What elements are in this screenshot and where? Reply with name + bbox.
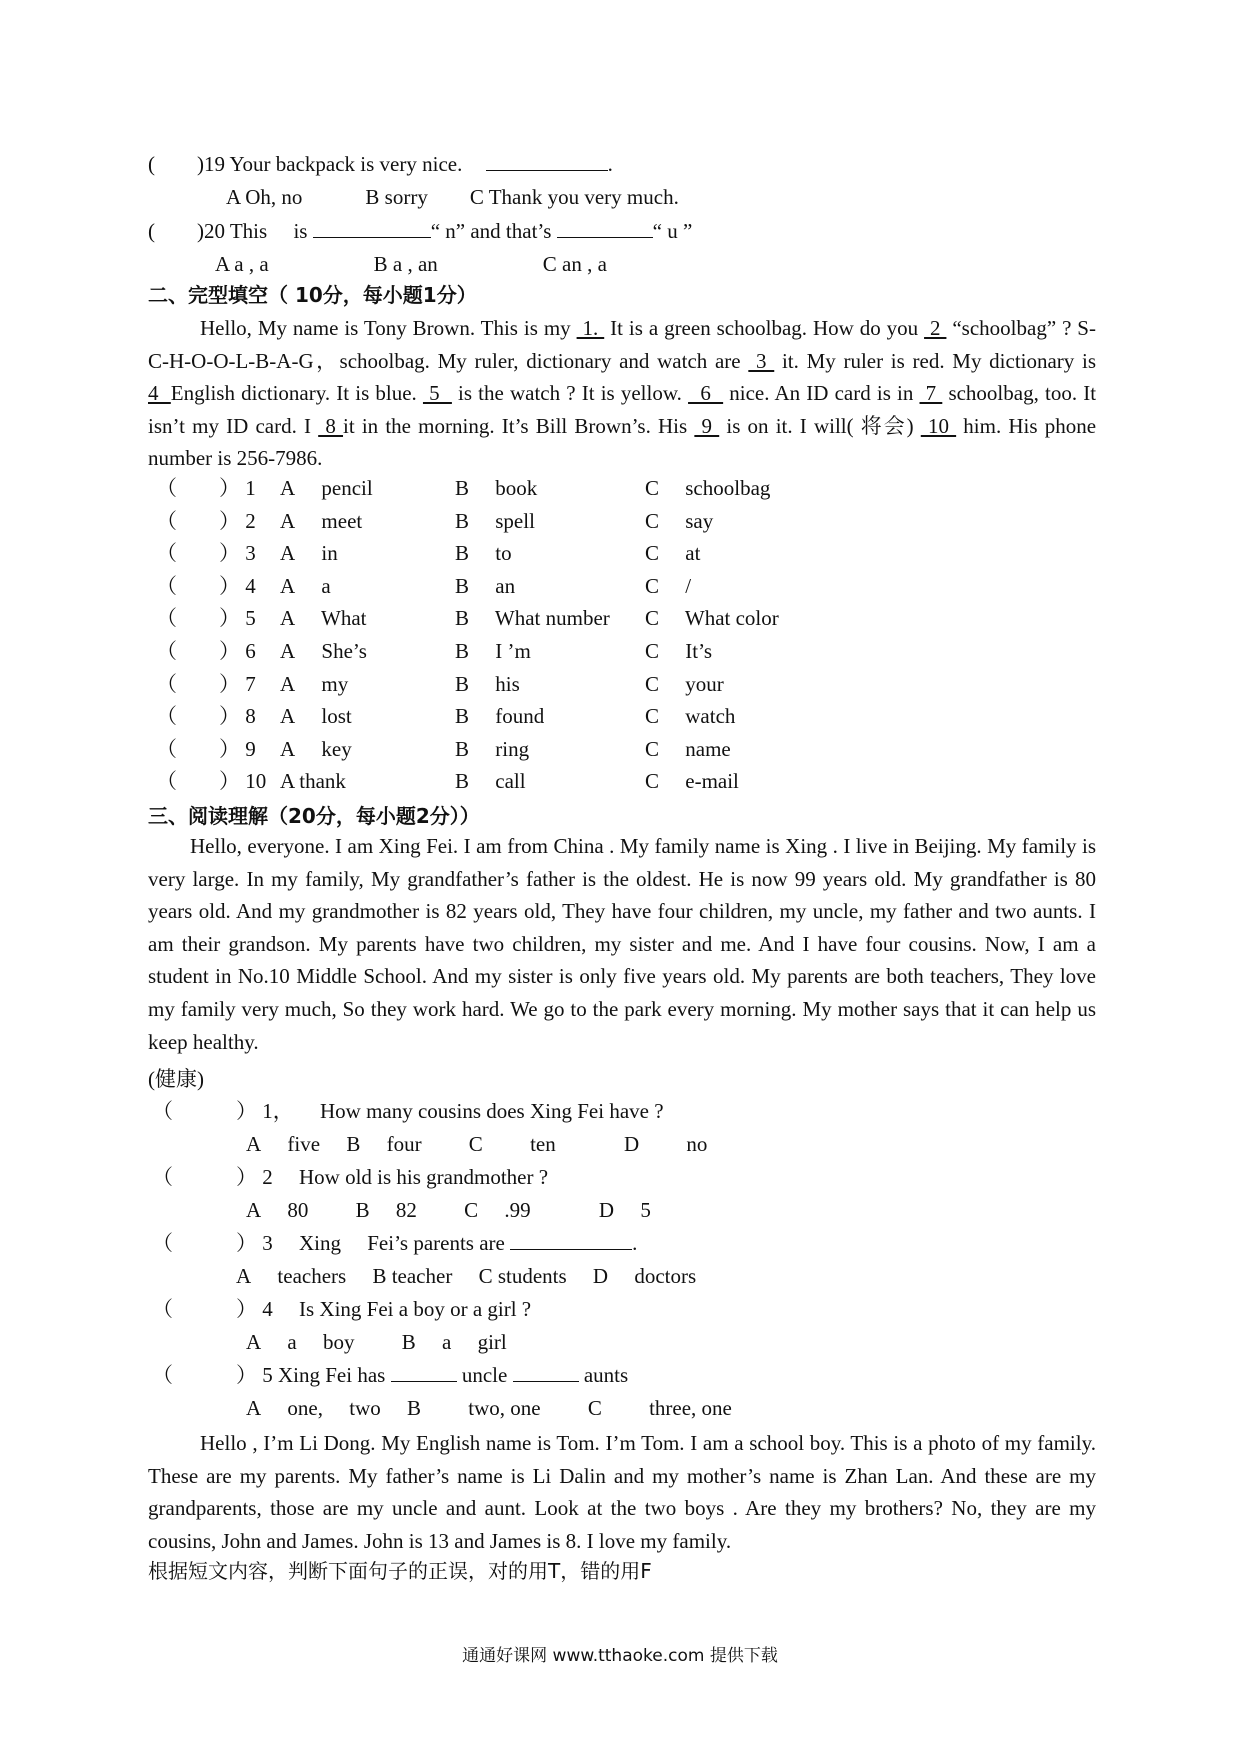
cloze-text: Hello, My name is Tony Brown. This is my [200,316,577,340]
reading-q5-options: A one, two B two, one C three, one [246,1396,732,1420]
cloze-question-number: （ ） 1 [156,476,256,500]
cloze-blank[interactable]: 7 [919,381,943,406]
option-a[interactable]: A lost [280,704,352,729]
cloze-text: him. His phone number is 256-7986. [148,413,1097,471]
option-c[interactable]: C say [645,508,714,533]
reading-q2-options: A 80 B 82 C .99 D 5 [246,1198,651,1222]
cloze-text: English dictionary. It is blue. [170,381,423,406]
cloze-question-number: （ ） 4 [156,573,256,598]
option-c[interactable]: C / [645,573,692,598]
option-a[interactable]: A in [280,541,338,566]
cloze-text: is on it. I will( 将会) [719,413,921,438]
answer-blank[interactable] [486,152,608,171]
option-a[interactable]: A key [280,736,352,761]
option-c[interactable]: C What color [645,606,779,631]
option-b[interactable]: B What number [455,606,610,631]
cloze-blank[interactable]: 1. [576,316,605,340]
cloze-text: It is a green schoolbag. How do you [604,316,925,340]
answer-blank[interactable] [313,219,431,238]
option-c[interactable]: C at [645,541,701,566]
section3-heading: 三、阅读理解（20分，每小题2分）） [148,804,480,828]
true-false-instruction: 根据短文内容，判断下面句子的正误，对的用T，错的用F [148,1559,652,1583]
vocab-note: (健康) [148,1067,204,1091]
answer-blank[interactable] [391,1363,457,1382]
q20-text-1: ( )20 This is [148,219,308,243]
cloze-question-number: （ ） 3 [156,541,256,566]
reading-q1-options: A five B four C ten D no [246,1132,708,1156]
q19-text: ( )19 Your backpack is very nice. [148,152,463,176]
cloze-question-number: （ ） 10 [156,769,267,794]
cloze-question-number: （ ） 9 [156,736,256,761]
option-b[interactable]: B I ’m [455,639,531,663]
reading-passage-1 [148,830,1096,1058]
q20-options: A a , a B a , an C an , a [215,252,607,276]
answer-blank[interactable] [513,1363,579,1382]
option-c[interactable]: C name [645,736,731,761]
option-b[interactable]: B call [455,769,526,794]
option-a[interactable]: A my [280,671,349,696]
cloze-blank[interactable]: 8 [318,413,344,438]
option-a[interactable]: A thank [280,769,346,794]
cloze-question-number: （ ） 7 [156,671,256,696]
cloze-blank[interactable]: 10 [920,413,957,438]
reading-q5 [152,1362,628,1388]
cloze-text: “schoolbag” ? S-C-H-O-O-L-B-A-G，schoolbag. My ruler, dictionary and watch are [148,316,1096,373]
option-c[interactable]: C e-mail [645,769,739,794]
option-b[interactable]: B found [455,704,545,729]
answer-blank[interactable] [557,219,653,238]
option-c[interactable]: C watch [645,704,736,729]
option-b[interactable]: B book [455,476,538,500]
option-b[interactable]: B his [455,671,520,696]
cloze-text: schoolbag, too. It isn’t my ID card. I [148,381,1097,438]
q19-end: . [607,152,613,176]
reading-q4-options: A a boy B a girl [246,1330,507,1354]
cloze-text: it. My ruler is red. My dictionary is [774,348,1097,373]
reading-q3 [152,1230,637,1256]
cloze-blank[interactable]: 5 [422,381,452,406]
cloze-blank[interactable]: 4 [148,381,171,406]
q19-stem [148,151,613,177]
reading-q3-end: . [632,1231,638,1255]
page-footer: 通通好课网 www.tthaoke.com 提供下载 [462,1646,778,1666]
cloze-blank[interactable]: 3 [748,348,775,373]
option-b[interactable]: B ring [455,736,530,761]
cloze-question-number: （ ） 8 [156,704,256,729]
option-c[interactable]: C your [645,671,724,696]
reading-q5-end: aunts [583,1363,629,1387]
cloze-question-number: （ ） 5 [156,606,256,631]
section2-heading: 二、完型填空（ 10分，每小题1分） [148,283,477,307]
q20-text-3: “ u ” [652,219,693,243]
option-a[interactable]: A a [280,573,331,598]
option-b[interactable]: B to [455,541,512,566]
q20-text-2: “ n” and that’s [430,219,552,243]
reading-q3-options: A teachers B teacher C students D doctors [236,1264,697,1288]
reading-q5-text: （ ） 5 Xing Fei has [152,1363,386,1387]
option-b[interactable]: B spell [455,508,535,533]
reading-q5-mid: uncle [461,1363,508,1387]
cloze-question-number: （ ） 2 [156,508,256,533]
reading-q1: （ ） 1， How many cousins does Xing Fei have ? [152,1099,664,1123]
cloze-text: nice. An ID card is in [723,381,920,406]
option-c[interactable]: C schoolbag [645,476,771,500]
cloze-question-number: （ ） 6 [156,639,256,663]
answer-blank[interactable] [510,1231,632,1250]
q19-options: A Oh, no B sorry C Thank you very much. [226,185,679,209]
option-b[interactable]: B an [455,573,516,598]
reading-passage-2 [148,1427,1096,1557]
cloze-blank[interactable]: 9 [694,413,720,438]
reading-passage-1-text: Hello, everyone. I am Xing Fei. I am from China . My family name is Xing . I live in Beijing. My family is very large. In my family, My grandfather’s father is the oldest. He is now 99 years old. My grandfather is 80 years old. And my grandmother is 82 years old, They have four children, my uncle, my father and two aunts. I am their grandson. My parents have two children, my sister and me. And I have four cousins. Now, I am a student in No.10 Middle School. And my sister is only five years old. My parents are both teachers, They love my family very much, So they work hard. We go to the park every morning. My mother says that it can help us keep healthy. [148,834,1096,1054]
cloze-text: it in the morning. It’s Bill Brown’s. His [343,413,695,438]
option-a[interactable]: A She’s [280,639,367,663]
cloze-text: is the watch ? It is yellow. [451,381,689,406]
option-a[interactable]: A pencil [280,476,373,500]
q20-stem [148,218,692,244]
reading-q3-text: （ ） 3 Xing Fei’s parents are [152,1231,505,1255]
cloze-passage [148,312,1096,475]
cloze-blank[interactable]: 6 [688,381,724,406]
reading-passage-2-text: Hello , I’m Li Dong. My English name is Tom. I’m Tom. I am a school boy. This is a photo of my family. These are my parents. My father’s name is Li Dalin and my mother’s name is Zhan Lan. And these are my grandparents, those are my uncle and aunt. Look at the two boys . Are they my brothers? No, they are my cousins, John and James. John is 13 and James is 8. I love my family. [148,1431,1096,1553]
option-a[interactable]: A What [280,606,367,631]
cloze-blank[interactable]: 2 [924,316,947,340]
option-c[interactable]: C It’s [645,639,713,663]
reading-q2: （ ） 2 How old is his grandmother ? [152,1165,549,1189]
reading-q4: （ ） 4 Is Xing Fei a boy or a girl ? [152,1297,532,1321]
option-a[interactable]: A meet [280,508,363,533]
